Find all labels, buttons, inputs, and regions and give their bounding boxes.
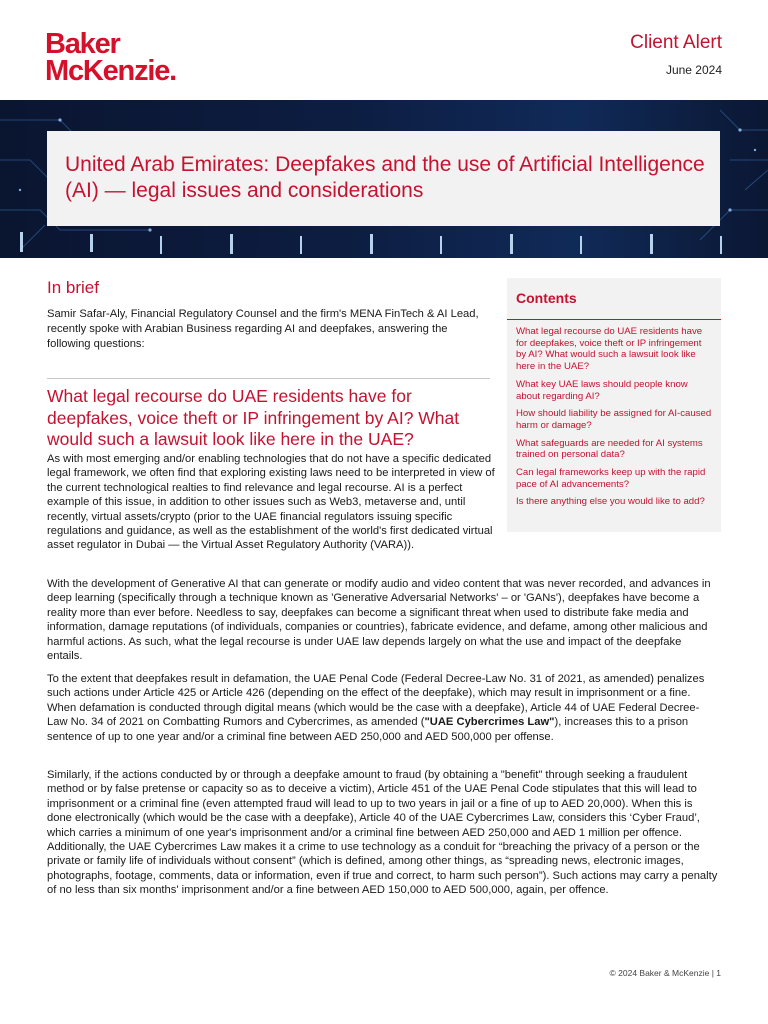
body-paragraph-2: With the development of Generative AI that can generate or modify audio and video content that was never recorded, and advances in deep learning (specifically through a technique known as 'Generative Adversarial Networks' – or 'GANs'), deepfakes have become a reality more than ever before. Needless to say, deepfakes can become a significant threat when used to distribute fake media and information, damage reputations (of individuals, companies or countries), fabricate evidence, and defame, among other malicious and harmful actions. As such, what the legal recourse is under UAE law depends largely on what the use and impact of the deepfake entails. (47, 578, 711, 663)
section-heading: What legal recourse do UAE residents have for deepfakes, voice theft or IP infringement by AI? What would such a lawsuit look like here in the UAE? (47, 386, 460, 449)
page-footer: © 2024 Baker & McKenzie | 1 (609, 968, 721, 978)
cybercrimes-law-term: "UAE Cybercrimes Law" (424, 716, 555, 729)
baker-mckenzie-logo (45, 28, 177, 87)
contents-divider (507, 319, 721, 320)
contents-link[interactable]: How should liability be assigned for AI-caused harm or damage? (516, 408, 712, 431)
contents-panel (507, 278, 721, 532)
contents-list (516, 326, 714, 514)
contents-link[interactable]: What safeguards are needed for AI systems trained on personal data? (516, 437, 703, 461)
logo-line-1: Baker (45, 28, 120, 60)
doc-type: Client Alert (630, 32, 722, 53)
section-divider (47, 378, 490, 379)
body-paragraph-1: As with most emerging and/or enabling technologies that do not have a specific dedicated legal framework, we often find that exploring existing laws need to be interpreted in view of the current technological realties to find relevance and legal recourse. AI is a perfect example of this issue, in addition to other issues such as Web3, metaverse and, until recently, virtual assets/crypto (prior to the UAE financial regulators issuing specific regulations and guidance, as well as the establishment of the world's first dedicated virtual asset regulator in Dubai — the Virtual Asset Regulatory Authority (VARA)). (47, 453, 495, 552)
body-paragraph-3 (47, 672, 719, 744)
body-paragraph-4: Similarly, if the actions conducted by or through a deepfake amount to fraud (by obtaining a "benefit" through seeking a fraudulent method or by false pretense or capacity so as to deceive a victim), Article 451 of the UAE Penal Code stipulates that this will lead to imprisonment or a criminal fine (even attempted fraud will lead to up to two years in jail or a fine of up to AED 20,000). When this is done electronically (which would be the case with a deepfake), Article 40 of the UAE Cybercrimes Law, considers this ‘Cyber Fraud’, which carries a minimum of one year's imprisonment and/or a criminal fine between AED 250,000 and AED 1 million per offence. Additionally, the UAE Cybercrimes Law makes it a crime to use technology as a conduit for “breaching the privacy of a person or the private or family life of individuals without consent” (which is defined, among other things, as “spreading news, electronic images, photographs, footage, comments, data or information, even if true and correct, to harm such person”). Such actions may carry a penalty of no less than six months' imprisonment and/or a fine between AED 150,000 to AED 500,000, again, per offence. (47, 769, 718, 897)
contents-heading: Contents (516, 290, 577, 306)
paragraph-text: To the extent that deepfakes result in defamation, the UAE Penal Code (Federal Decree-Law No. 31 of 2021, as amended) penalizes such actions under Article 425 or Article 426 (depending on the effect of the deepfake), which may result in imprisonment or a fine. When defamation is conducted through digital means (which would be the case with a deepfake), Article 44 of UAE Federal Decree-Law No. 34 of 2021 on Combatting Rumors and Cybercrimes, as amended ( (47, 673, 705, 729)
in-brief-heading: In brief (47, 278, 99, 297)
title-box (47, 131, 720, 226)
logo-line-2: McKenzie. (45, 55, 177, 87)
contents-link[interactable]: What key UAE laws should people know about regarding AI? (516, 378, 688, 402)
contents-link[interactable]: What legal recourse do UAE residents have for deepfakes, voice theft or IP infringement by AI? What would such a lawsuit look like here in the UAE? (516, 326, 703, 373)
intro-paragraph: Samir Safar-Aly, Financial Regulatory Counsel and the firm's MENA FinTech & AI Lead, recently spoke with Arabian Business regarding AI and deepfakes, answering the following questions: (47, 308, 479, 350)
contents-link[interactable]: Is there anything else you would like to add? (516, 496, 705, 508)
paragraph-text: ), increases this to a prison sentence of up to one year and/or a criminal fine between AED 250,000 and AED 500,000 per offense. (47, 716, 689, 743)
doc-date: June 2024 (665, 63, 722, 77)
page-title: United Arab Emirates: Deepfakes and the use of Artificial Intelligence (AI) — legal issues and considerations (65, 153, 705, 202)
contents-link[interactable]: Can legal frameworks keep up with the rapid pace of AI advancements? (516, 467, 706, 490)
